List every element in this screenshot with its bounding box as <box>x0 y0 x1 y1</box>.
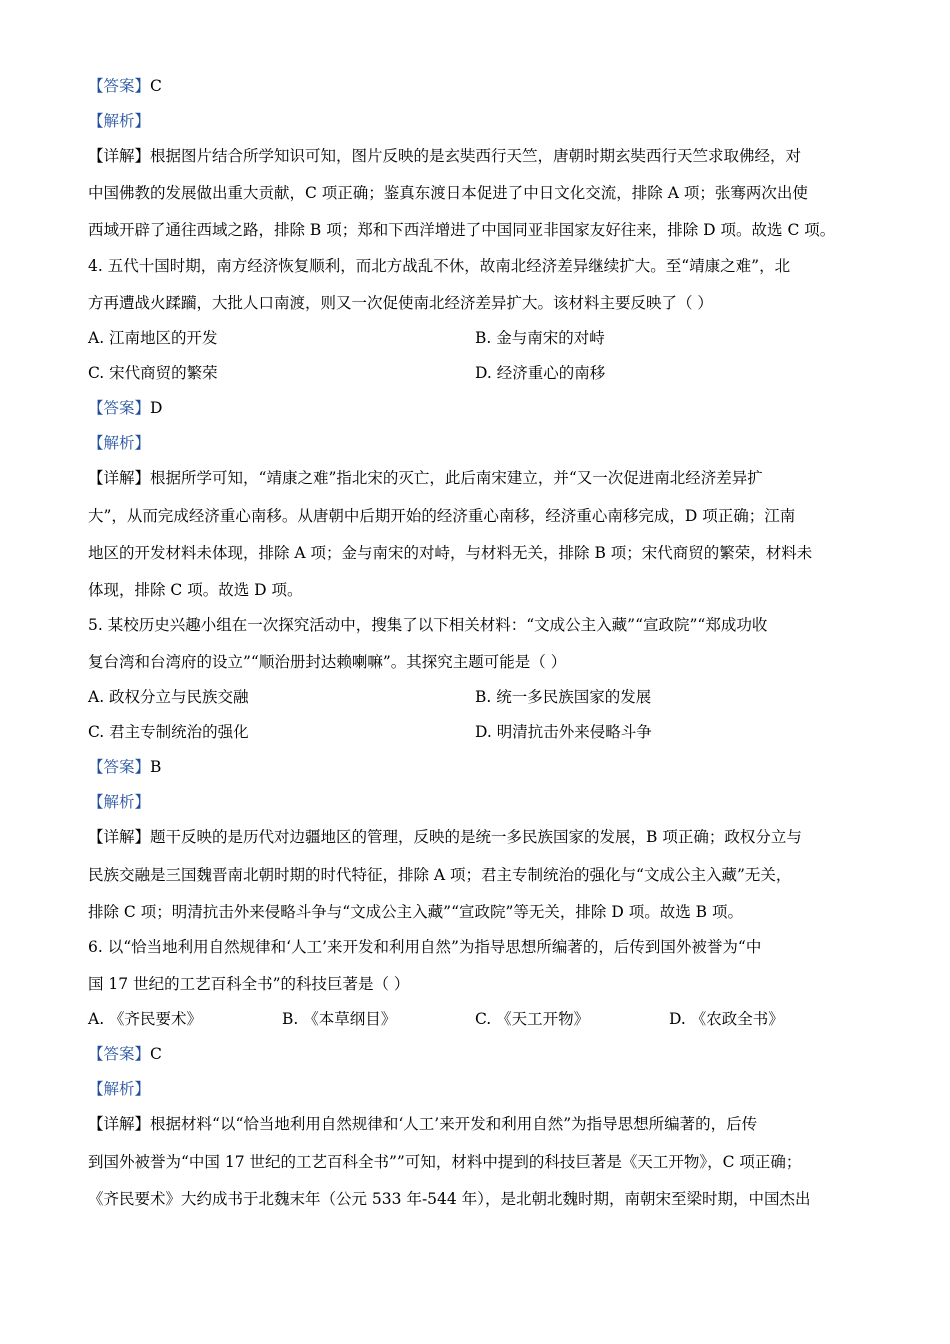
q3-detail-line-3: 西域开辟了通往西域之路，排除 B 项；郑和下西洋增进了中国同亚非国家友好往来，排除 D 项。故选 C 项。 <box>88 221 836 239</box>
q6-detail-line-2: 到国外被誉为“中国 17 世纪的工艺百科全书””可知，材料中提到的科技巨著是《天工开物》，C 项正确； <box>88 1153 802 1171</box>
q6-answer-line <box>88 1043 878 1065</box>
q3-detail-line-1 <box>88 145 878 167</box>
q4-detail-line-4: 体现，排除 C 项。故选 D 项。 <box>88 581 303 599</box>
q6-detail-line-3: 《齐民要术》大约成书于北魏末年（公元 533 年-544 年），是北朝北魏时期，南朝宋至梁时期，中国杰出 <box>88 1190 811 1208</box>
q5-detail-line-3: 排除 C 项；明清抗击外来侵略斗争与“文成公主入藏”“宣政院”等无关，排除 D 项。故选 B 项。 <box>88 903 743 921</box>
detail-tag: 【详解】 <box>88 1115 151 1133</box>
detail-text: 根据所学可知，“靖康之难”指北宋的灭亡，此后南宋建立，并“又一次促进南北经济差异扩 <box>150 469 763 487</box>
answer-value: C <box>150 77 162 95</box>
q4-detail-line-3: 地区的开发材料未体现，排除 A 项；金与南宋的对峙，与材料无关，排除 B 项；宋代商贸的繁荣，材料未 <box>88 544 813 562</box>
q4-option-d: D. 经济重心的南移 <box>475 364 606 382</box>
q6-stem-line-1: 6. 以“恰当地利用自然规律和‘人工’来开发和利用自然”为指导思想所编著的，后传到国外被誉为“中 <box>88 938 762 956</box>
q5-option-b: B. 统一多民族国家的发展 <box>475 688 652 706</box>
q4-analysis-tag <box>88 432 878 454</box>
analysis-tag: 【解析】 <box>88 434 151 452</box>
q3-detail-line-2: 中国佛教的发展做出重大贡献，C 项正确；鉴真东渡日本促进了中日文化交流，排除 A 项；张骞两次出使 <box>88 184 808 202</box>
q6-option-d: D. 《农政全书》 <box>669 1010 784 1028</box>
q4-detail-line-2: 大”，从而完成经济重心南移。从唐朝中后期开始的经济重心南移，经济重心南移完成，D 项正确；江南 <box>88 507 796 525</box>
q4-option-c: C. 宋代商贸的繁荣 <box>88 364 218 382</box>
q6-option-b: B. 《本草纲目》 <box>282 1010 397 1028</box>
answer-value: B <box>150 758 162 776</box>
q4-option-b: B. 金与南宋的对峙 <box>475 329 605 347</box>
answer-tag: 【答案】 <box>88 77 151 95</box>
q5-analysis-tag <box>88 791 878 813</box>
detail-tag: 【详解】 <box>88 147 151 165</box>
answer-tag: 【答案】 <box>88 399 151 417</box>
analysis-tag: 【解析】 <box>88 793 151 811</box>
q5-stem-line-2: 复台湾和台湾府的设立”“顺治册封达赖喇嘛”。其探究主题可能是（ ） <box>88 653 567 671</box>
q5-option-a: A. 政权分立与民族交融 <box>88 688 249 706</box>
detail-text: 题干反映的是历代对边疆地区的管理，反映的是统一多民族国家的发展，B 项正确；政权分立与 <box>150 828 802 846</box>
q4-answer-line <box>88 397 878 419</box>
q5-stem-line-1: 5. 某校历史兴趣小组在一次探究活动中，搜集了以下相关材料：“文成公主入藏”“宣政院”“郑成功收 <box>88 616 768 634</box>
q4-option-a: A. 江南地区的开发 <box>88 329 218 347</box>
detail-tag: 【详解】 <box>88 469 151 487</box>
answer-value: C <box>150 1045 162 1063</box>
q6-option-a: A. 《齐民要术》 <box>88 1010 203 1028</box>
answer-value: D <box>150 399 163 417</box>
q6-stem-line-2: 国 17 世纪的工艺百科全书”的科技巨著是（ ） <box>88 975 410 993</box>
answer-tag: 【答案】 <box>88 758 151 776</box>
detail-tag: 【详解】 <box>88 828 151 846</box>
q5-detail-line-2: 民族交融是三国魏晋南北朝时期的时代特征，排除 A 项；君主专制统治的强化与“文成公主入藏”无关， <box>88 866 792 884</box>
analysis-tag: 【解析】 <box>88 112 151 130</box>
q4-detail-line-1 <box>88 467 878 489</box>
q4-stem-line-2: 方再遭战火蹂躏，大批人口南渡，则又一次促使南北经济差异扩大。该材料主要反映了（ ） <box>88 294 713 312</box>
q6-detail-line-1 <box>88 1113 878 1135</box>
q5-option-d: D. 明清抗击外来侵略斗争 <box>475 723 652 741</box>
q3-answer-line <box>88 75 878 97</box>
q4-stem-line-1: 4. 五代十国时期，南方经济恢复顺利，而北方战乱不休，故南北经济差异继续扩大。至“靖康之难”，北 <box>88 257 791 275</box>
detail-text: 根据图片结合所学知识可知，图片反映的是玄奘西行天竺，唐朝时期玄奘西行天竺求取佛经，对 <box>150 147 802 165</box>
q5-answer-line <box>88 756 878 778</box>
q5-option-c: C. 君主专制统治的强化 <box>88 723 249 741</box>
q5-detail-line-1 <box>88 826 878 848</box>
q6-option-c: C. 《天工开物》 <box>475 1010 590 1028</box>
analysis-tag: 【解析】 <box>88 1080 151 1098</box>
q3-analysis-tag <box>88 110 878 132</box>
q6-analysis-tag <box>88 1078 878 1100</box>
detail-text: 根据材料“以“恰当地利用自然规律和‘人工’来开发和利用自然”为指导思想所编著的，后传 <box>150 1115 758 1133</box>
answer-tag: 【答案】 <box>88 1045 151 1063</box>
